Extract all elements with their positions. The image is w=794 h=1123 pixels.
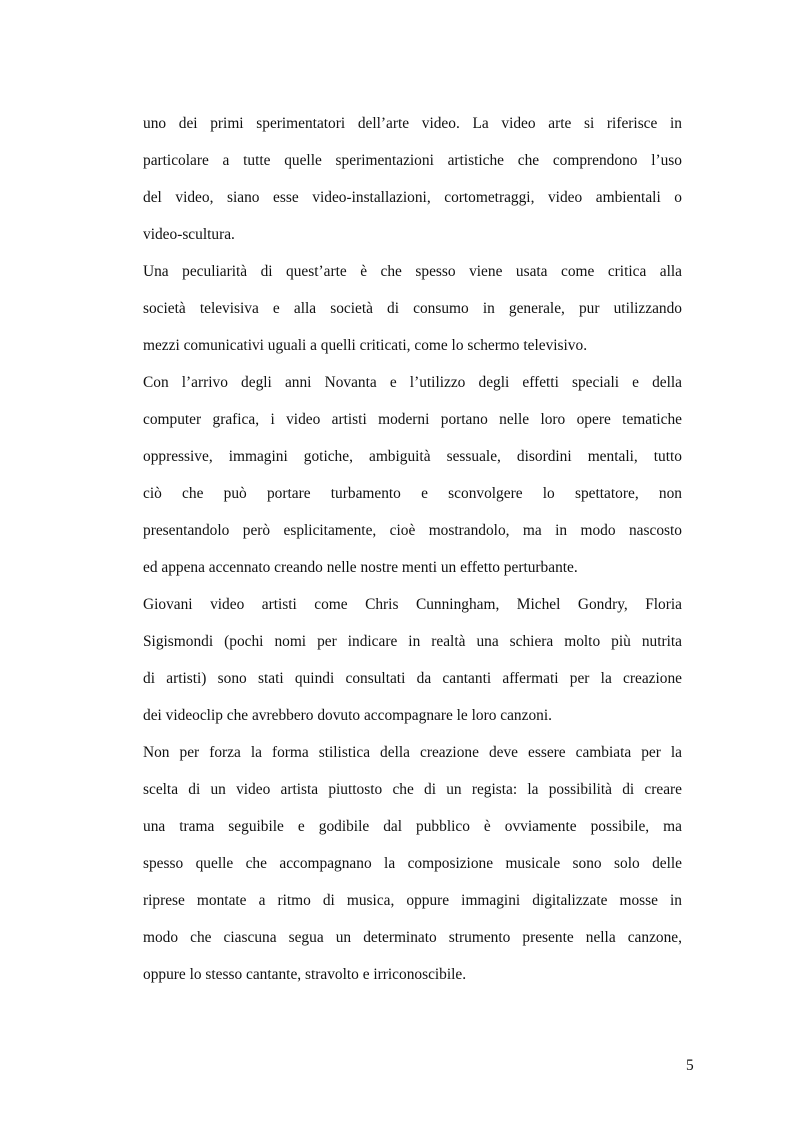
text-line: società televisiva e alla società di consumo in generale, pur utilizzando [143,300,682,317]
text-line: Non per forza la forma stilistica della creazione deve essere cambiata per la [143,744,682,761]
text-line: ciò che può portare turbamento e sconvolgere lo spettatore, non [143,485,682,502]
text-line: spesso quelle che accompagnano la composizione musicale sono solo delle [143,855,682,872]
text-line: Sigismondi (pochi nomi per indicare in realtà una schiera molto più nutrita [143,633,682,650]
text-line: di artisti) sono stati quindi consultati da cantanti affermati per la creazione [143,670,682,687]
text-line: computer grafica, i video artisti moderni portano nelle loro opere tematiche [143,411,682,428]
text-line: uno dei primi sperimentatori dell’arte video. La video arte si riferisce in [143,115,682,132]
text-line: oppressive, immagini gotiche, ambiguità sessuale, disordini mentali, tutto [143,448,682,465]
text-line: Una peculiarità di quest’arte è che spesso viene usata come critica alla [143,263,682,280]
text-line: del video, siano esse video-installazioni, cortometraggi, video ambientali o [143,189,682,206]
text-line: mezzi comunicativi uguali a quelli criticati, come lo schermo televisivo. [143,337,588,354]
text-line: ed appena accennato creando nelle nostre menti un effetto perturbante. [143,559,578,576]
text-line: riprese montate a ritmo di musica, oppure immagini digitalizzate mosse in [143,892,682,909]
text-line: una trama seguibile e godibile dal pubblico è ovviamente possibile, ma [143,818,682,835]
text-line: dei videoclip che avrebbero dovuto accompagnare le loro canzoni. [143,707,552,724]
text-line: oppure lo stesso cantante, stravolto e irriconoscibile. [143,966,467,983]
text-line: video-scultura. [143,226,235,243]
page-number: 5 [686,1057,694,1074]
text-line: scelta di un video artista piuttosto che di un regista: la possibilità di creare [143,781,682,798]
text-line: presentandolo però esplicitamente, cioè mostrandolo, ma in modo nascosto [143,522,682,539]
text-line: Con l’arrivo degli anni Novanta e l’utilizzo degli effetti speciali e della [143,374,682,391]
text-line: particolare a tutte quelle sperimentazioni artistiche che comprendono l’uso [143,152,682,169]
body-text [143,110,682,998]
text-line: Giovani video artisti come Chris Cunningham, Michel Gondry, Floria [143,596,682,613]
text-line: modo che ciascuna segua un determinato strumento presente nella canzone, [143,929,682,946]
